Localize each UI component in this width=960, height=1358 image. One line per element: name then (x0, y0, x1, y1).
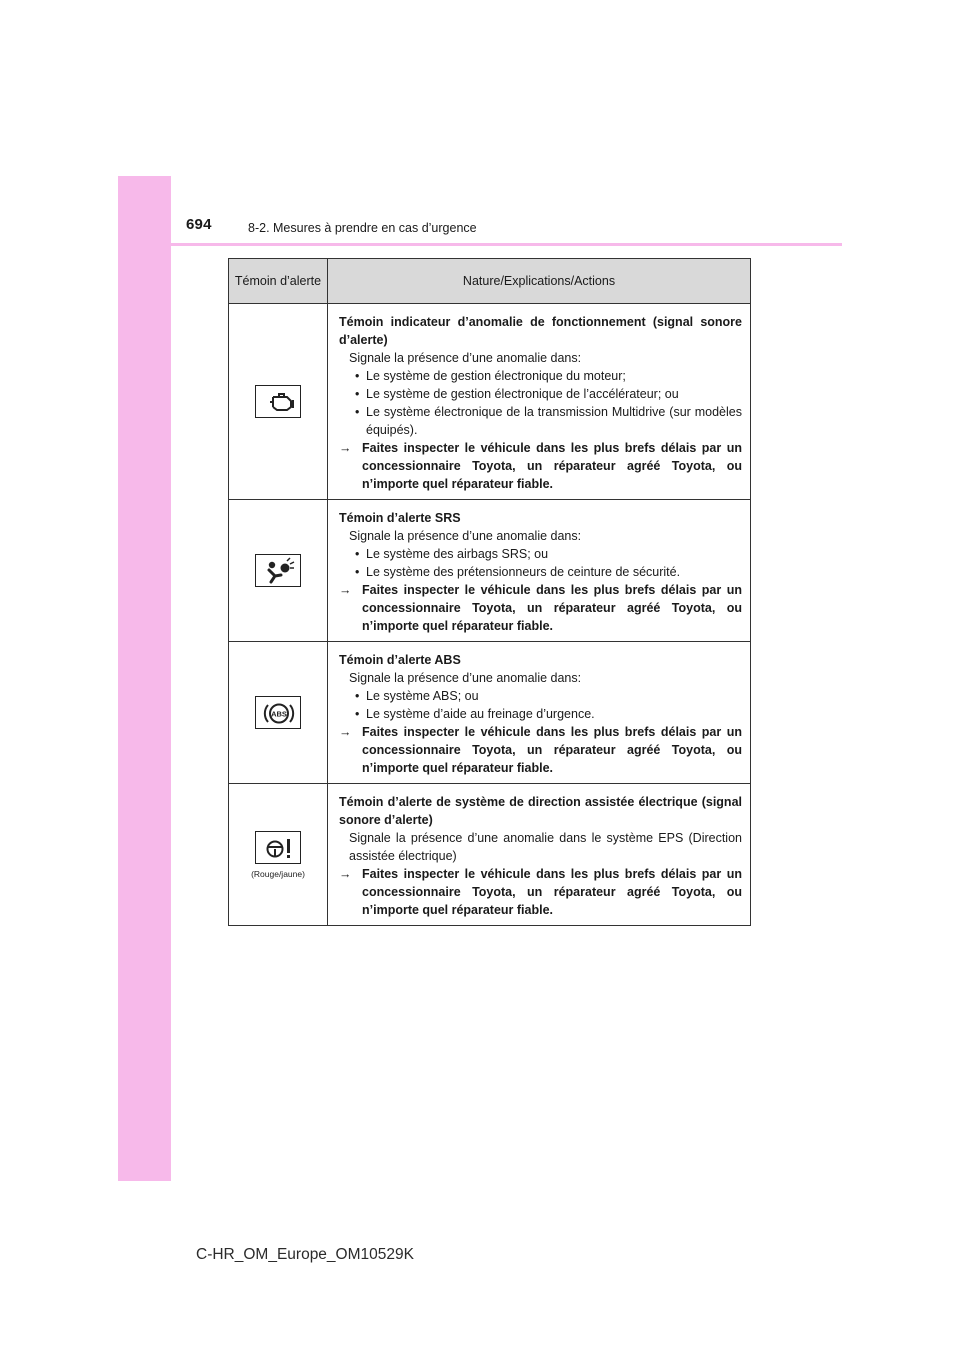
abs-icon (255, 696, 301, 729)
arrow-icon: → (339, 867, 352, 881)
table-header-row (229, 259, 751, 304)
desc-cell (328, 304, 751, 500)
col-header-warning-light: Témoin d’alerte (229, 259, 328, 304)
row-intro: Signale la présence d’une anomalie dans: (349, 671, 582, 685)
header-rule (118, 243, 842, 246)
desc-cell (328, 642, 751, 784)
document-code: C-HR_OM_Europe_OM10529K (196, 1246, 414, 1263)
row-intro: Signale la présence d’une anomalie dans le système EPS (Direction assistée électrique) (349, 831, 742, 863)
list-item: • Le système électronique de la transmission Multidrive (sur modèles équipés). (339, 403, 742, 439)
icon-cell (229, 500, 328, 642)
abs-icon-text: ABS (271, 709, 287, 719)
icon-caption: (Rouge/jaune) (251, 868, 305, 879)
list-item: • Le système d’aide au freinage d’urgence. (339, 705, 742, 723)
page-number: 694 (186, 216, 212, 233)
action-label: Faites inspecter le véhicule dans les plus brefs délais par un concessionnaire Toyota, un réparateur agréé Toyota, ou n’importe quel réparateur fiable. (362, 583, 742, 633)
arrow-icon: → (339, 583, 352, 597)
side-tab-strip (118, 176, 171, 1181)
list-item: • Le système des prétensionneurs de ceinture de sécurité. (339, 563, 742, 581)
eps-steering-icon (255, 831, 301, 864)
action-text (339, 865, 742, 919)
table-row (229, 784, 751, 926)
list-item: • Le système des airbags SRS; ou (339, 545, 742, 563)
bullet-list (339, 367, 742, 439)
list-item: • Le système de gestion électronique du moteur; (339, 367, 742, 385)
row-title: Témoin indicateur d’anomalie de fonctionnement (signal sonore d’alerte) (339, 315, 742, 347)
bullet-list (339, 545, 742, 581)
row-intro: Signale la présence d’une anomalie dans: (349, 529, 582, 543)
section-title: 8-2. Mesures à prendre en cas d’urgence (248, 221, 477, 235)
action-text (339, 581, 742, 635)
col-header-nature-actions: Nature/Explications/Actions (328, 259, 751, 304)
action-label: Faites inspecter le véhicule dans les plus brefs délais par un concessionnaire Toyota, un réparateur agréé Toyota, ou n’importe quel réparateur fiable. (362, 867, 742, 917)
action-text (339, 723, 742, 777)
list-item: • Le système de gestion électronique de l’accélérateur; ou (339, 385, 742, 403)
table-row (229, 500, 751, 642)
table-row (229, 304, 751, 500)
check-engine-icon (255, 385, 301, 418)
icon-cell (229, 642, 328, 784)
arrow-icon: → (339, 441, 352, 455)
warning-lights-table-wrap (228, 258, 750, 926)
row-title: Témoin d’alerte ABS (339, 653, 461, 667)
airbag-srs-icon (255, 554, 301, 587)
action-label: Faites inspecter le véhicule dans les plus brefs délais par un concessionnaire Toyota, un réparateur agréé Toyota, ou n’importe quel réparateur fiable. (362, 725, 742, 775)
desc-cell (328, 500, 751, 642)
warning-lights-table (228, 258, 751, 926)
bullet-list (339, 687, 742, 723)
icon-cell (229, 784, 328, 926)
table-row (229, 642, 751, 784)
arrow-icon: → (339, 725, 352, 739)
list-item: • Le système ABS; ou (339, 687, 742, 705)
desc-cell (328, 784, 751, 926)
row-intro: Signale la présence d’une anomalie dans: (349, 351, 582, 365)
action-label: Faites inspecter le véhicule dans les plus brefs délais par un concessionnaire Toyota, un réparateur agréé Toyota, ou n’importe quel réparateur fiable. (362, 441, 742, 491)
icon-cell (229, 304, 328, 500)
row-title: Témoin d’alerte de système de direction assistée électrique (signal sonore d’alerte) (339, 795, 742, 827)
action-text (339, 439, 742, 493)
row-title: Témoin d’alerte SRS (339, 511, 461, 525)
